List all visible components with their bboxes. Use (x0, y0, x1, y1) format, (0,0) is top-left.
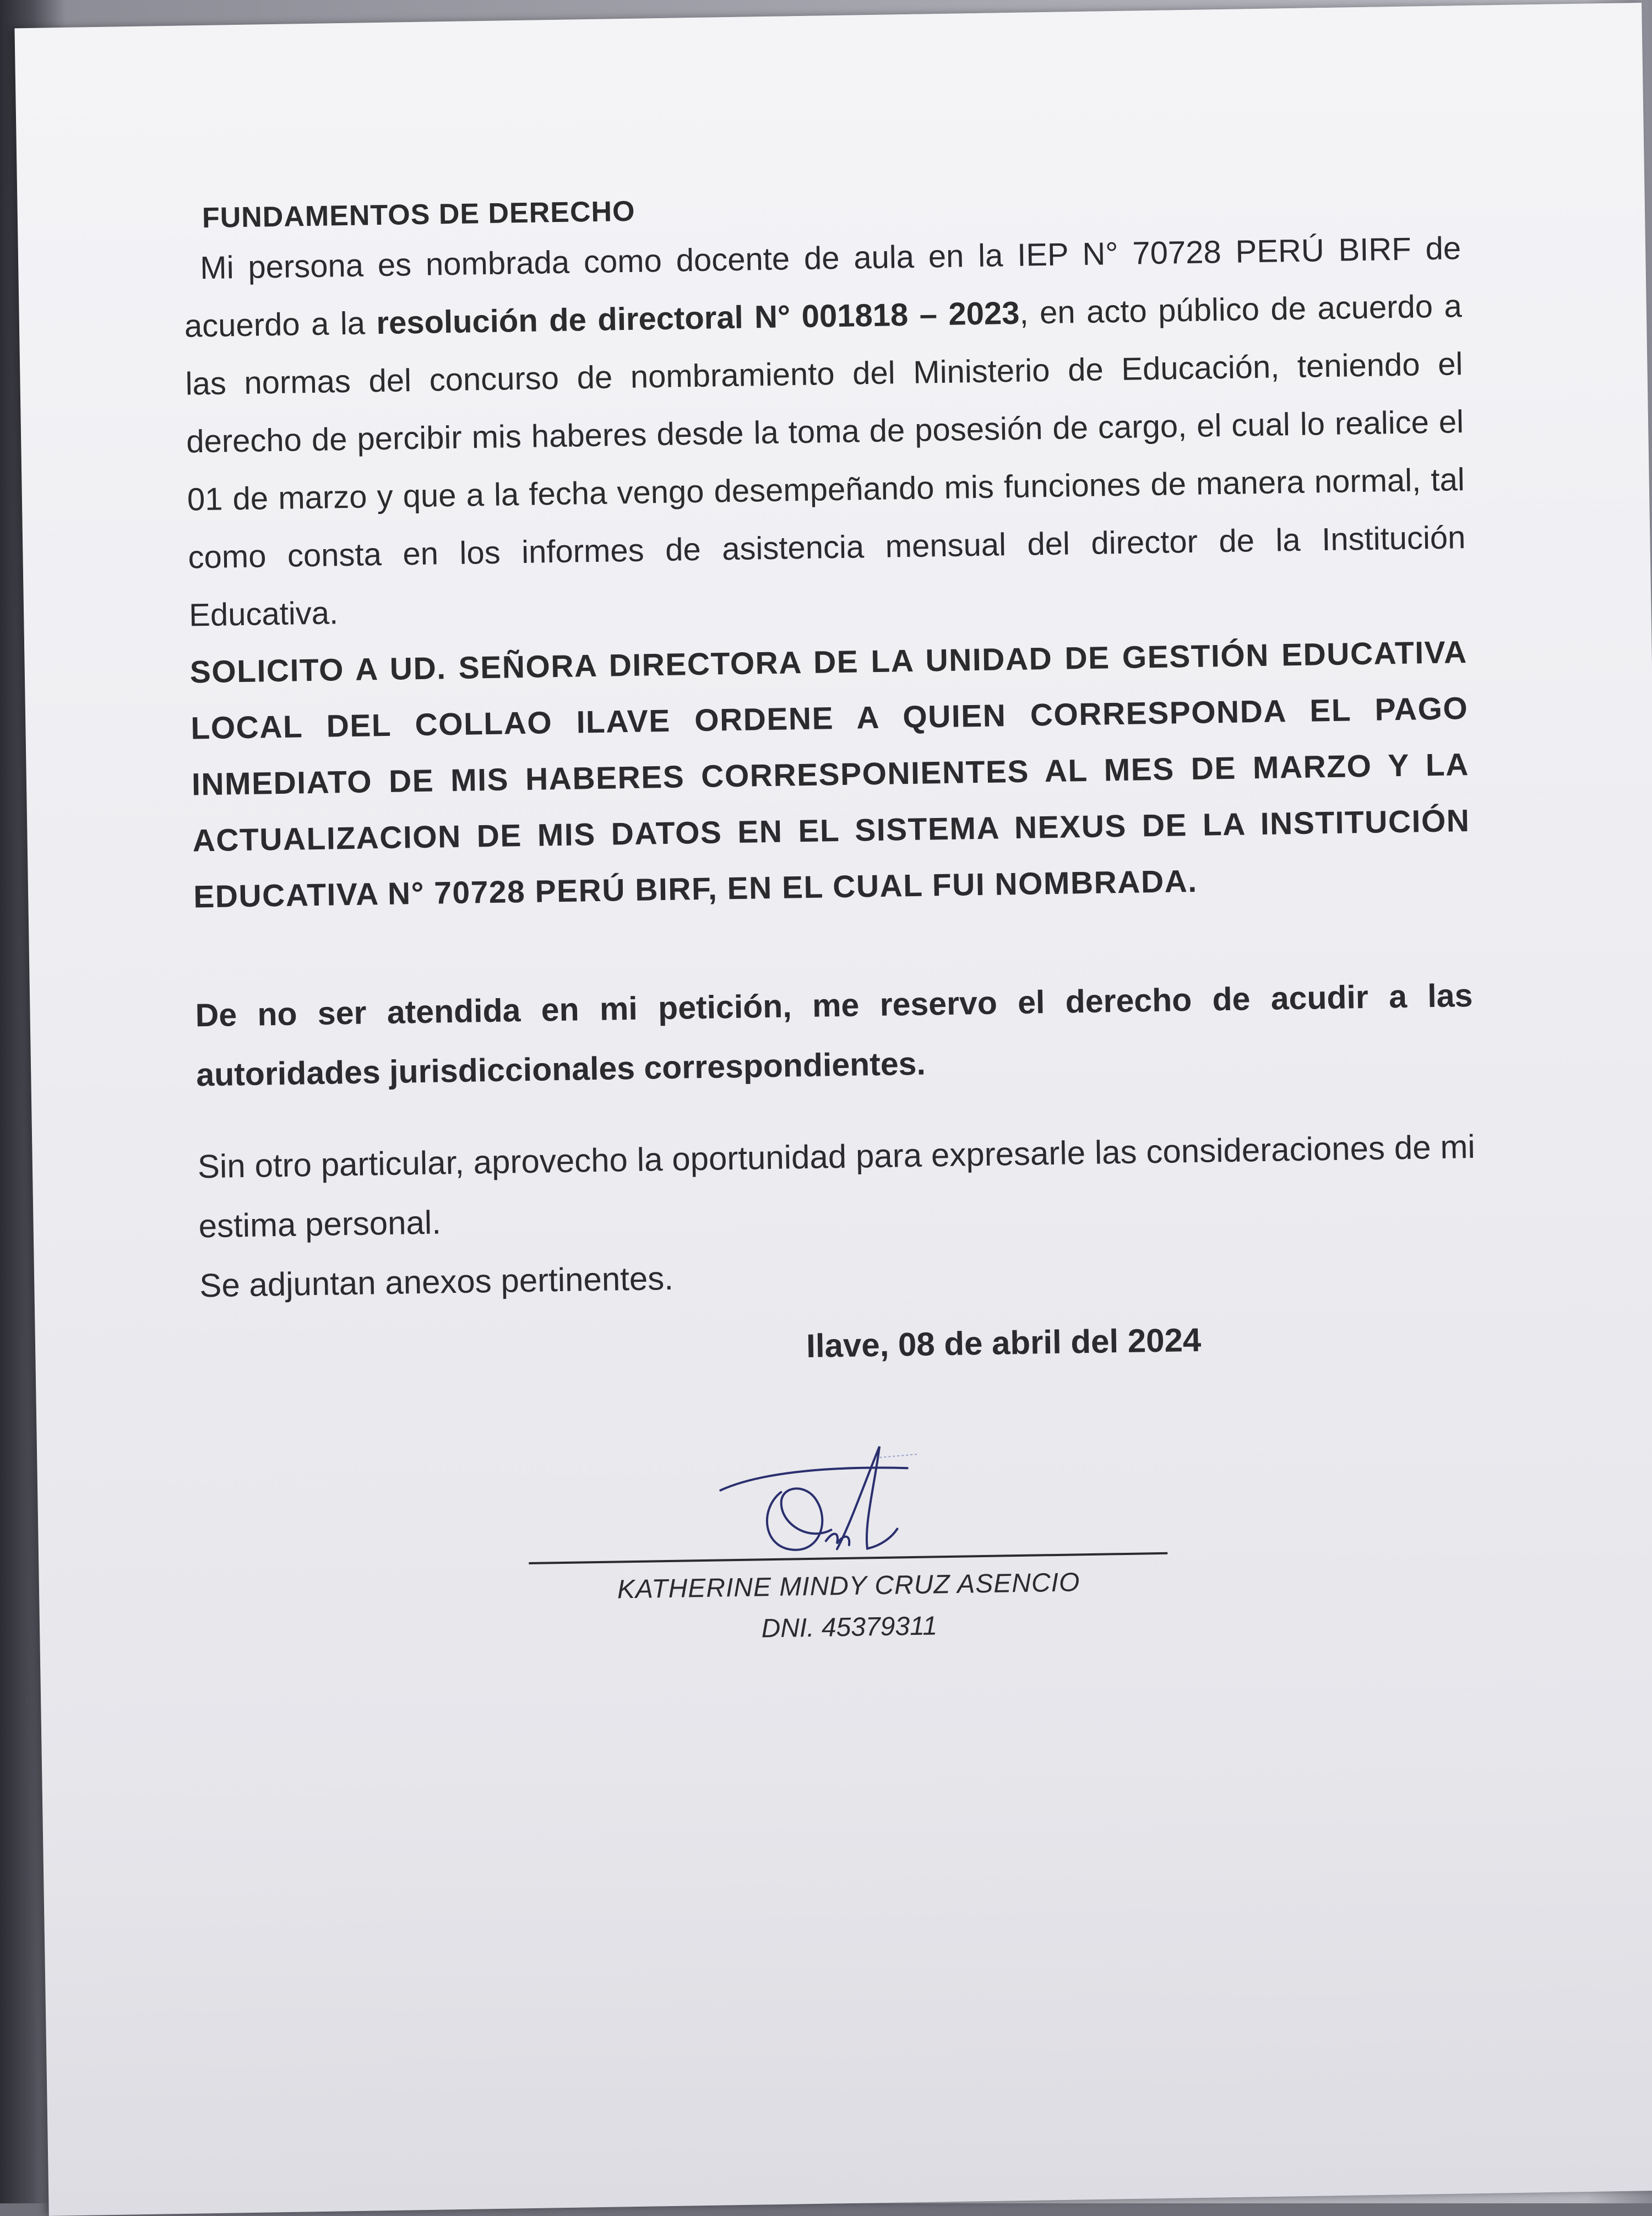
section-heading: FUNDAMENTOS DE DERECHO (202, 195, 635, 235)
resolution-reference: resolución de directoral N° 001818 – 2023 (376, 295, 1020, 342)
legal-basis-text-1: Mi persona es nombrada como docente de aula en la IEP N° 70728 PERÚ BIRF de acuerdo a la (184, 230, 1461, 344)
signature-block (202, 1426, 1483, 1677)
signer-name: KATHERINE MINDY CRUZ ASENCIO (617, 1568, 1080, 1605)
closing-paragraph: Sin otro particular, aprovecho la oportunidad para expresarle las consideraciones de mi estima personal. (197, 1128, 1476, 1245)
date-line: Ilave, 08 de abril del 2024 (806, 1321, 1202, 1365)
legal-basis-paragraph (183, 219, 1467, 644)
warning-paragraph: De no ser atendida en mi petición, me reservo el derecho de acudir a las autoridades jurisdiccionales correspondientes. (195, 977, 1473, 1093)
document-body (182, 182, 1483, 1677)
attachments-line: Se adjuntan anexos pertinentes. (199, 1259, 674, 1304)
signer-dni: DNI. 45379311 (761, 1611, 938, 1644)
handwritten-signature (698, 1435, 931, 1571)
document-page (14, 3, 1652, 2216)
request-paragraph: SOLICITO A UD. SEÑORA DIRECTORA DE LA UNIDAD DE GESTIÓN EDUCATIVA LOCAL DEL COLLAO ILAVE ORDENE A QUIEN CORRESPONDA EL PAGO INMEDIATO DE MIS HABERES CORRESPONIENTES AL MES DE MARZO Y LA ACTUALIZACION DE MIS DATOS EN EL SISTEMA NEXUS DE LA INSTITUCIÓN EDUCATIVA N° 70728 PERÚ BIRF, EN EL CUAL FUI NOMBRADA. (189, 635, 1470, 915)
legal-basis-text-2: , en acto público de acuerdo a las normas del concurso de nombramiento del Ministerio de Educación, teniendo el derecho de percibir mis haberes desde la toma de posesión de cargo, el cual lo realice el 01 de marzo y que a la fecha vengo desempeñando mis funciones de manera normal, tal como consta en los informes de asistencia mensual del director de la Institución Educativa. (185, 288, 1466, 633)
